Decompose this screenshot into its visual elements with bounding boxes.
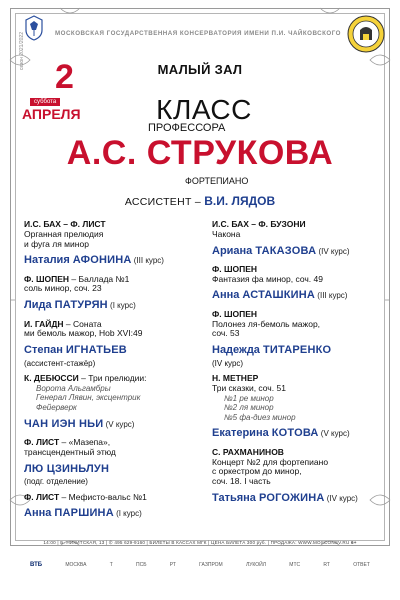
composer: И.С. БАХ – Ф. БУЗОНИ xyxy=(212,219,306,229)
performer-last-name: ЛЮ ЦЗИНЬЛУН xyxy=(24,462,110,475)
date-day-number: 2 xyxy=(55,58,74,96)
composer-name: И. ГАЙДН xyxy=(24,318,64,329)
performer-last-name: ИГНАТЬЕВ xyxy=(65,344,127,357)
performer-last-name: ТАКАЗОВА xyxy=(255,244,317,257)
composer-name: Ф. ЛИСТ xyxy=(24,491,60,502)
work-title: – «Мазепа», xyxy=(59,437,111,448)
performer xyxy=(24,250,204,268)
work-title: Фантазия фа минор, соч. 49 xyxy=(212,273,323,284)
composer-name: Ф. ШОПЕН xyxy=(24,273,70,284)
work-title: – Мефисто-вальс №1 xyxy=(59,491,147,502)
performer-course: (V курс) xyxy=(318,429,350,439)
composer: И.С. БАХ – Ф. ЛИСТ xyxy=(24,219,106,229)
work-title: – Соната xyxy=(63,318,102,329)
performer-first-name: Степан xyxy=(24,344,66,357)
performer-first-name: Татьяна xyxy=(212,491,259,504)
performer-course: (I курс) xyxy=(113,509,142,519)
performer xyxy=(24,414,204,432)
footer-info xyxy=(0,540,400,546)
performer-last-name: КОТОВА xyxy=(271,427,319,440)
performer-course: (IV курс) xyxy=(316,246,350,256)
work-title: трансцендентный этюд xyxy=(24,446,116,457)
performer-first-name: Анна xyxy=(24,507,55,520)
work-title: Чакона xyxy=(212,228,241,239)
sub-work: Генерал Лявин, эксцентрик xyxy=(36,393,141,403)
work-title: с оркестром до минор, xyxy=(212,466,302,477)
work-title: Три сказки, соч. 51 xyxy=(212,382,286,393)
performer-note: (IV курс) xyxy=(212,358,244,368)
performer-last-name: АФОНИНА xyxy=(72,254,132,267)
program-item xyxy=(212,448,390,506)
work-title: Концерт №2 для фортепиано xyxy=(212,456,329,467)
program-item xyxy=(212,265,390,304)
performer xyxy=(212,423,390,441)
program-item xyxy=(24,275,204,314)
composer: Ф. ШОПЕН xyxy=(212,263,258,274)
performer-course: (III курс) xyxy=(131,256,164,266)
performer xyxy=(24,503,204,521)
sponsor-logo: RT xyxy=(323,562,330,568)
performer-note: (ассистент-стажёр) xyxy=(24,358,96,368)
composer xyxy=(24,374,204,384)
professor-name: А.С. СТРУКОВА xyxy=(66,134,334,172)
performer xyxy=(212,241,390,259)
work-title: соч. 53 xyxy=(212,328,240,339)
class-word: КЛАСС xyxy=(156,94,252,125)
performer xyxy=(24,340,204,358)
performer-last-name: ПАТУРЯН xyxy=(54,299,108,312)
composer xyxy=(24,493,204,503)
work-title: соль минор, соч. 23 xyxy=(24,283,102,294)
performer-first-name: Лида xyxy=(24,299,55,312)
composer-name: Ф. ЛИСТ xyxy=(24,437,60,448)
program-item xyxy=(24,374,204,432)
performer xyxy=(212,488,390,506)
performer-last-name: ЧАН ИЭН НЬИ xyxy=(24,417,104,430)
performer-last-name: РОГОЖИНА xyxy=(258,491,325,504)
work-title: соч. 18. I часть xyxy=(212,476,271,487)
conservatory-badge-icon xyxy=(346,14,386,54)
sponsor-logo: ГАЗПРОМ xyxy=(199,562,223,568)
program-item xyxy=(24,220,204,269)
professor-label: ПРОФЕССОРА xyxy=(148,122,226,134)
sub-work: №1 ре минор xyxy=(224,393,274,403)
sponsor-logo: МТС xyxy=(289,562,301,568)
sponsor-logo: ЛУКОЙЛ xyxy=(245,562,267,568)
class-heading xyxy=(0,96,400,124)
assistant-label: АССИСТЕНТ – xyxy=(124,196,205,208)
sponsor-logo: ВТБ xyxy=(30,562,43,568)
performer xyxy=(212,285,390,303)
sponsor-logos xyxy=(30,562,370,568)
performer-note: (подг. отделение) xyxy=(24,476,88,486)
age-rating: 6+ xyxy=(350,540,357,545)
sub-work: Фейерверк xyxy=(36,403,77,413)
work-title: ми бемоль мажор, Hob XVI:49 xyxy=(24,328,143,339)
performer-last-name: ПАРШИНА xyxy=(54,507,114,520)
work-title: Органная прелюдия xyxy=(24,228,104,239)
performer-last-name: ТИТАРЕНКО xyxy=(262,344,332,357)
program-item xyxy=(24,493,204,522)
performer-course: (IV курс) xyxy=(324,493,358,503)
footer-details: 14:00 | Б. НИКИТСКАЯ, 13 | ✆ 495 629-9160 | БИЛЕТЫ В КАССАХ МГК | ЦЕНА БИЛЕТА 300 руб. | ПРОДАЖА: WWW.MOSCONSV.RU xyxy=(43,540,350,545)
program-item xyxy=(24,320,204,369)
date-weekday: суббота xyxy=(30,98,60,106)
assistant-line xyxy=(0,194,400,208)
composer-name: К. ДЕБЮССИ xyxy=(24,373,79,384)
performer-course: (III курс) xyxy=(315,291,348,301)
sub-work: Ворота Альгамбры xyxy=(36,383,111,393)
program-right-column xyxy=(212,220,390,512)
coat-of-arms-icon xyxy=(22,14,46,42)
performer-course: (V курс) xyxy=(103,419,135,429)
performer xyxy=(212,340,390,358)
performer-first-name: Надежда xyxy=(212,344,263,357)
sponsor-logo: МОСКВА xyxy=(65,562,87,568)
performer-first-name: Анна xyxy=(212,289,243,302)
sub-work: №5 фа-диез минор xyxy=(224,412,296,422)
program-item xyxy=(24,438,204,487)
performer xyxy=(24,459,204,477)
work-title: – Три прелюдии: xyxy=(78,373,147,384)
program-item xyxy=(212,310,390,368)
composer: С. РАХМАНИНОВ xyxy=(212,446,284,457)
sponsor-logo: ОТВЕТ xyxy=(353,562,370,568)
performer-last-name: АСТАШКИНА xyxy=(242,289,316,302)
instrument-label: ФОРТЕПИАНО xyxy=(185,176,249,186)
performer xyxy=(24,295,204,313)
program-left-column xyxy=(24,220,204,528)
hall-name: МАЛЫЙ ЗАЛ xyxy=(157,62,243,77)
performer-first-name: Ариана xyxy=(212,244,256,257)
conservatory-name: МОСКОВСКАЯ ГОСУДАРСТВЕННАЯ КОНСЕРВАТОРИЯ ИМЕНИ П.И. ЧАЙКОВСКОГО xyxy=(55,30,341,37)
sub-work: №2 ля минор xyxy=(224,403,274,413)
assistant-name: В.И. ЛЯДОВ xyxy=(204,194,276,208)
sponsor-logo: ПСБ xyxy=(136,562,147,568)
work-title: и фуга ля минор xyxy=(24,238,89,249)
composer: Ф. ШОПЕН xyxy=(212,308,258,319)
work-title: Полонез ля-бемоль мажор, xyxy=(212,318,321,329)
work-title: – Баллада №1 xyxy=(69,273,130,284)
composer: Н. МЕТНЕР xyxy=(212,373,259,384)
performer-first-name: Наталия xyxy=(24,254,73,267)
program-item xyxy=(212,374,390,442)
performer-course: (I курс) xyxy=(107,301,136,311)
program-item xyxy=(212,220,390,259)
season-label: сезон 2021/2022 xyxy=(19,32,25,70)
performer-first-name: Екатерина xyxy=(212,427,272,440)
sponsor-logo: РТ xyxy=(169,562,176,568)
sponsor-logo: Т xyxy=(109,562,113,568)
date-month: АПРЕЛЯ xyxy=(22,106,81,122)
